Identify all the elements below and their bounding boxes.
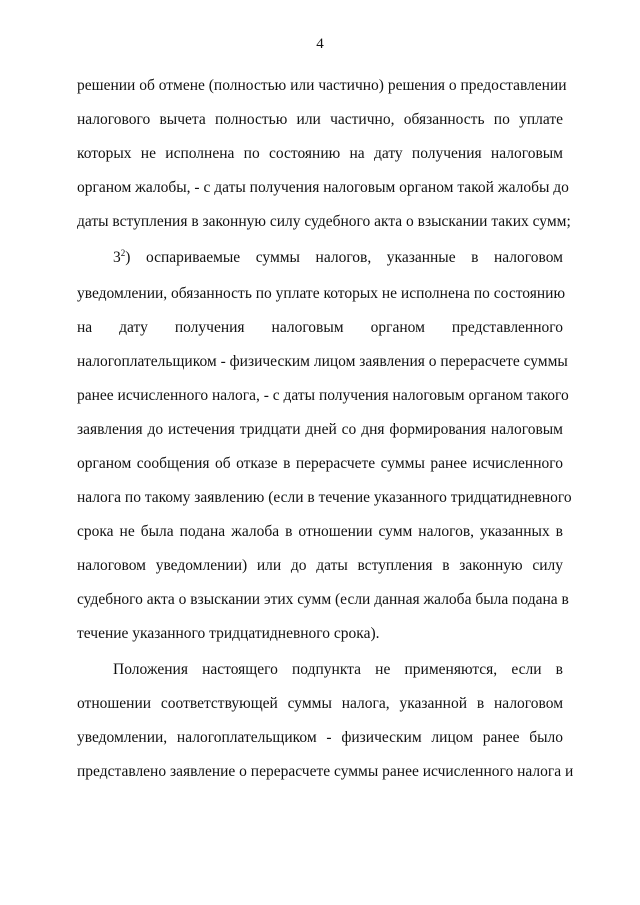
paragraph-1-line-2: налогового вычета полностью или частично, обязанность по уплате: [77, 111, 563, 128]
paragraph-2-line-9: срока не была подана жалоба в отношении сумм налогов, указанных в: [77, 523, 563, 540]
paragraph-2-line-12: течение указанного тридцатидневного срока).: [77, 625, 380, 642]
paragraph-2-line-1: [113, 248, 563, 268]
paragraph-2-line-2: уведомлении, обязанность по уплате которых не исполнена по состоянию: [77, 285, 566, 302]
paragraph-3-line-4: представлено заявление о перерасчете суммы ранее исчисленного налога и: [77, 763, 574, 780]
paragraph-1-line-1: решении об отмене (полностью или частично) решения о предоставлении: [77, 77, 567, 94]
item-superscript: 2: [120, 247, 126, 258]
paragraph-1-line-5: даты вступления в законную силу судебного акта о взыскании таких сумм;: [77, 213, 571, 230]
page-number: 4: [316, 36, 324, 52]
paragraph-3-line-2: отношении соответствующей суммы налога, указанной в налоговом: [77, 695, 563, 712]
paragraph-3-line-1: Положения настоящего подпункта не применяются, если в: [113, 661, 563, 678]
paragraph-2-line-3: на дату получения налоговым органом представленного: [77, 319, 563, 336]
paragraph-2-line-6: заявления до истечения тридцати дней со дня формирования налоговым: [77, 421, 563, 438]
item-first-line-text: оспариваемые суммы налогов, указанные в налоговом: [145, 249, 563, 266]
paragraph-2-line-11: судебного акта о взыскании этих сумм (если данная жалоба была подана в: [77, 591, 569, 608]
paragraph-3-line-3: уведомлении, налогоплательщиком - физическим лицом ранее было: [77, 729, 563, 746]
paragraph-1-line-4: органом жалобы, - с даты получения налоговым органом такой жалобы до: [77, 179, 569, 196]
paragraph-2-line-5: ранее исчисленного налога, - с даты получения налоговым органом такого: [77, 387, 569, 404]
paragraph-2-line-4: налогоплательщиком - физическим лицом заявления о перерасчете суммы: [77, 353, 568, 370]
paragraph-2-line-7: органом сообщения об отказе в перерасчете суммы ранее исчисленного: [77, 455, 563, 472]
paragraph-2-line-8: налога по такому заявлению (если в течение указанного тридцатидневного: [77, 489, 572, 506]
paragraph-2-line-10: налоговом уведомлении) или до даты вступления в законную силу: [77, 557, 563, 574]
item-number: $3^2$): [113, 247, 131, 266]
paragraph-1-line-3: которых не исполнена по состоянию на дату получения налоговым: [77, 145, 563, 162]
